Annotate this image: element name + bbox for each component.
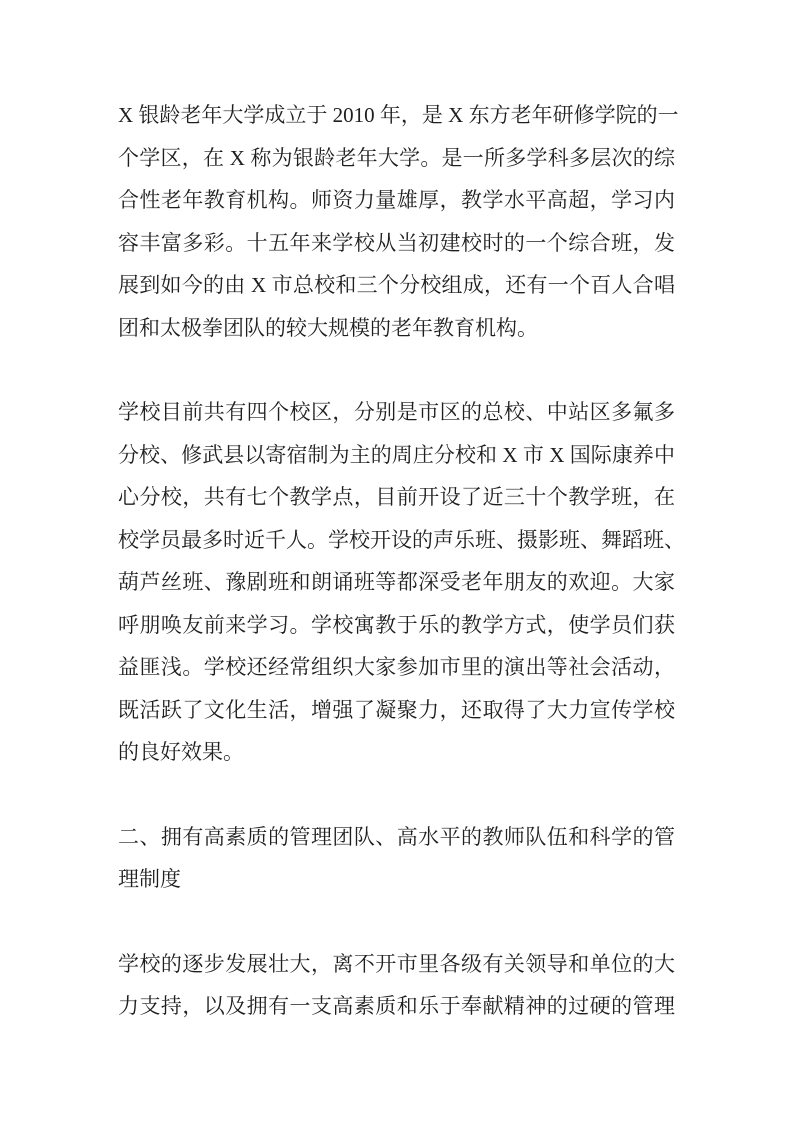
heading-line: 理制度	[118, 867, 181, 891]
text-line: 既活跃了文化生活，增强了凝聚力，还取得了大力宣传学校	[118, 697, 675, 722]
text-line: 学校的逐步发展壮大，离不开市里各级有关领导和单位的大	[118, 951, 675, 976]
text-line: 分校、修武县以寄宿制为主的周庄分校和 X 市 X 国际康养中	[118, 442, 675, 467]
support-paragraph	[118, 943, 675, 1028]
text-line: 葫芦丝班、豫剧班和朗诵班等都深受老年朋友的欢迎。大家	[118, 570, 675, 594]
text-line: 力支持，以及拥有一支高素质和乐于奉献精神的过硬的管理	[118, 994, 675, 1018]
text-line: 容丰富多彩。十五年来学校从当初建校时的一个综合班，发	[118, 230, 675, 255]
intro-paragraph	[118, 94, 679, 349]
text-line: 心分校，共有七个教学点，目前开设了近三十个教学班，在	[118, 485, 675, 509]
text-line: 益匪浅。学校还经常组织大家参加市里的演出等社会活动，	[118, 655, 675, 679]
text-line: 呼朋唤友前来学习。学校寓教于乐的教学方式，使学员们获	[118, 612, 675, 637]
section-heading	[118, 816, 675, 901]
campus-paragraph	[118, 391, 685, 774]
heading-line: 二、拥有高素质的管理团队、高水平的教师队伍和科学的管	[118, 824, 675, 849]
text-line: 个学区，在 X 称为银龄老年大学。是一所多学科多层次的综	[118, 145, 675, 170]
text-line: 合性老年教育机构。师资力量雄厚，教学水平高超，学习内	[118, 188, 675, 212]
text-line: 展到如今的由 X 市总校和三个分校组成，还有一个百人合唱	[118, 273, 675, 297]
text-line: 的良好效果。	[118, 740, 244, 764]
text-line: 团和太极拳团队的较大规模的老年教育机构。	[118, 315, 538, 340]
text-line: 校学员最多时近千人。学校开设的声乐班、摄影班、舞蹈班、	[118, 527, 685, 552]
text-line: 学校目前共有四个校区，分别是市区的总校、中站区多氟多	[118, 400, 675, 424]
text-line: X 银龄老年大学成立于 2010 年，是 X 东方老年研修学院的一	[118, 103, 679, 127]
